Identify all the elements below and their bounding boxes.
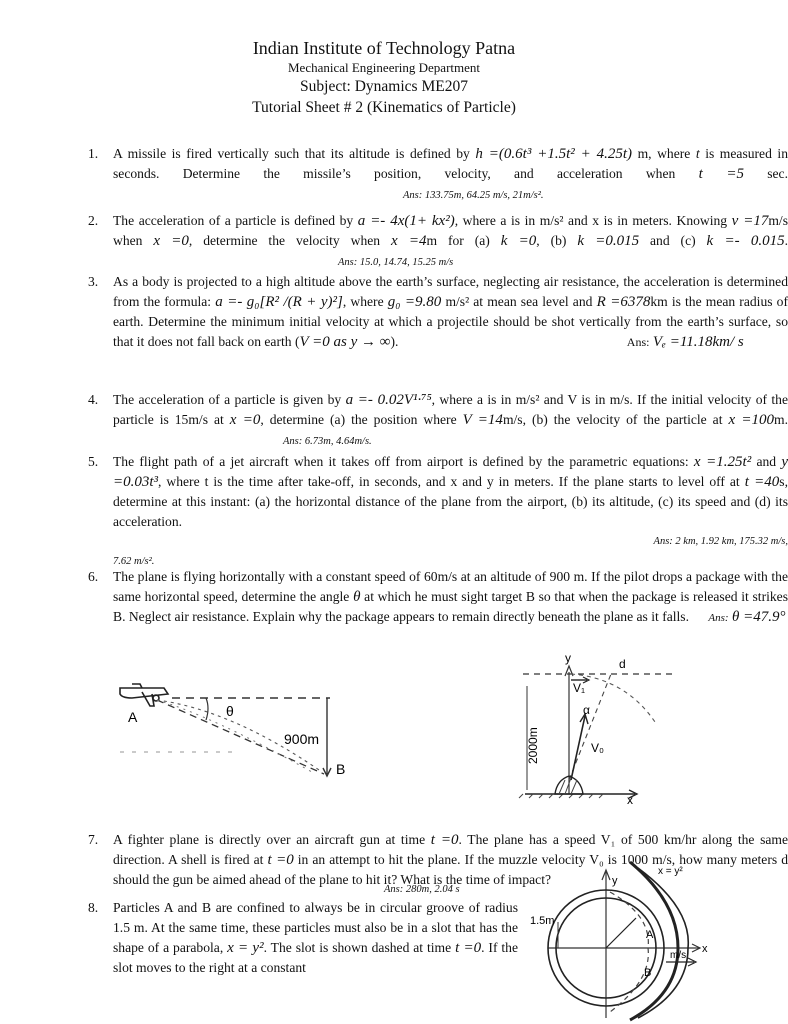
label-b: B [644, 967, 652, 979]
sheet-title: Tutorial Sheet # 2 (Kinematics of Particle) [252, 99, 516, 116]
equation: θ [353, 589, 361, 605]
label-1-5m: 1.5m [530, 915, 555, 927]
equation: V =14 [462, 412, 503, 428]
equation: x = y² [227, 940, 264, 956]
equation: x =0 [229, 412, 261, 428]
institute-title: Indian Institute of Technology Patna [252, 38, 516, 58]
label-v0: V₀ [591, 741, 604, 755]
label-a: A [646, 929, 654, 941]
question-number: 7. [88, 832, 99, 847]
equation: x =100 [728, 412, 775, 428]
equation: t =0 [267, 852, 294, 868]
equation: x =0 [153, 233, 189, 249]
label-b: B [336, 761, 346, 777]
answer-label: Ans: [626, 335, 650, 349]
answer-line-2: 7.62 m/s². [113, 556, 155, 567]
answer-label: Ans: [708, 612, 729, 624]
equation: h =(0.6t³ +1.5t² + 4.25t) [475, 146, 633, 162]
equation: k =0.015 [577, 233, 640, 249]
label-900m: 900m [284, 731, 320, 747]
equation: t =0 [430, 832, 459, 848]
equation: t =0 [455, 940, 482, 956]
label-alpha: α [583, 703, 590, 717]
answer: Ans: 6.73m, 4.64m/s. [283, 436, 372, 447]
question-number: 4. [88, 392, 99, 407]
department-title: Mechanical Engineering Department [287, 60, 481, 75]
label-2000m: 2000m [526, 727, 540, 764]
answer: Ans: 15.0, 14.74, 15.25 m/s [338, 257, 454, 268]
subject-title: Subject: Dynamics ME207 [300, 78, 468, 95]
question-number: 3. [88, 274, 99, 289]
answer-equation: θ =47.9° [731, 609, 786, 625]
answer: Ans: 133.75m, 64.25 m/s, 21m/s². [403, 190, 544, 201]
equation: v =17 [731, 213, 769, 229]
equation: t =40 [744, 474, 780, 490]
question-number: 6. [88, 569, 99, 584]
label-a: A [128, 709, 138, 725]
label-theta: θ [226, 703, 234, 719]
question-number: 8. [88, 900, 99, 915]
plane-drop-figure [112, 676, 372, 786]
equation: a =- 0.02V¹·⁷⁵ [345, 392, 432, 408]
circular-groove-figure [528, 852, 728, 1020]
label-y: y [612, 875, 618, 887]
question-number: 5. [88, 454, 99, 469]
answer-equation: Vₑ =11.18km/ s [652, 334, 744, 350]
plane-icon [120, 684, 168, 706]
gun-fighter-figure [515, 651, 695, 807]
equation: a =- 4x(1+ kx²) [357, 213, 455, 229]
label-parabola: x = y² [658, 866, 683, 877]
label-v1: V₁ [573, 681, 586, 695]
equation: a =- g₀[R² /(R + y)²] [215, 294, 343, 310]
equation: V =0 as y → ∞ [299, 334, 391, 350]
equation: g₀ =9.80 [387, 294, 442, 310]
answer-line-1: Ans: 2 km, 1.92 km, 175.32 m/s, [653, 536, 788, 547]
equation: y =0.03t³ [113, 454, 788, 490]
label-ms: m/s [670, 950, 687, 961]
equation: x =1.25t² [693, 454, 752, 470]
question-number: 1. [88, 146, 99, 161]
equation: k =- 0.015 [706, 233, 785, 249]
answer-q7: Ans: 280m, 2.04 s [384, 884, 460, 895]
label-d: d [619, 657, 626, 671]
label-y: y [565, 651, 571, 665]
label-x: x [702, 943, 708, 955]
equation: R =6378 [596, 294, 651, 310]
question-number: 2. [88, 213, 99, 228]
equation: k =0 [500, 233, 537, 249]
equation: t =5 [698, 166, 744, 182]
label-x: x [627, 793, 633, 807]
equation: x =4 [390, 233, 427, 249]
